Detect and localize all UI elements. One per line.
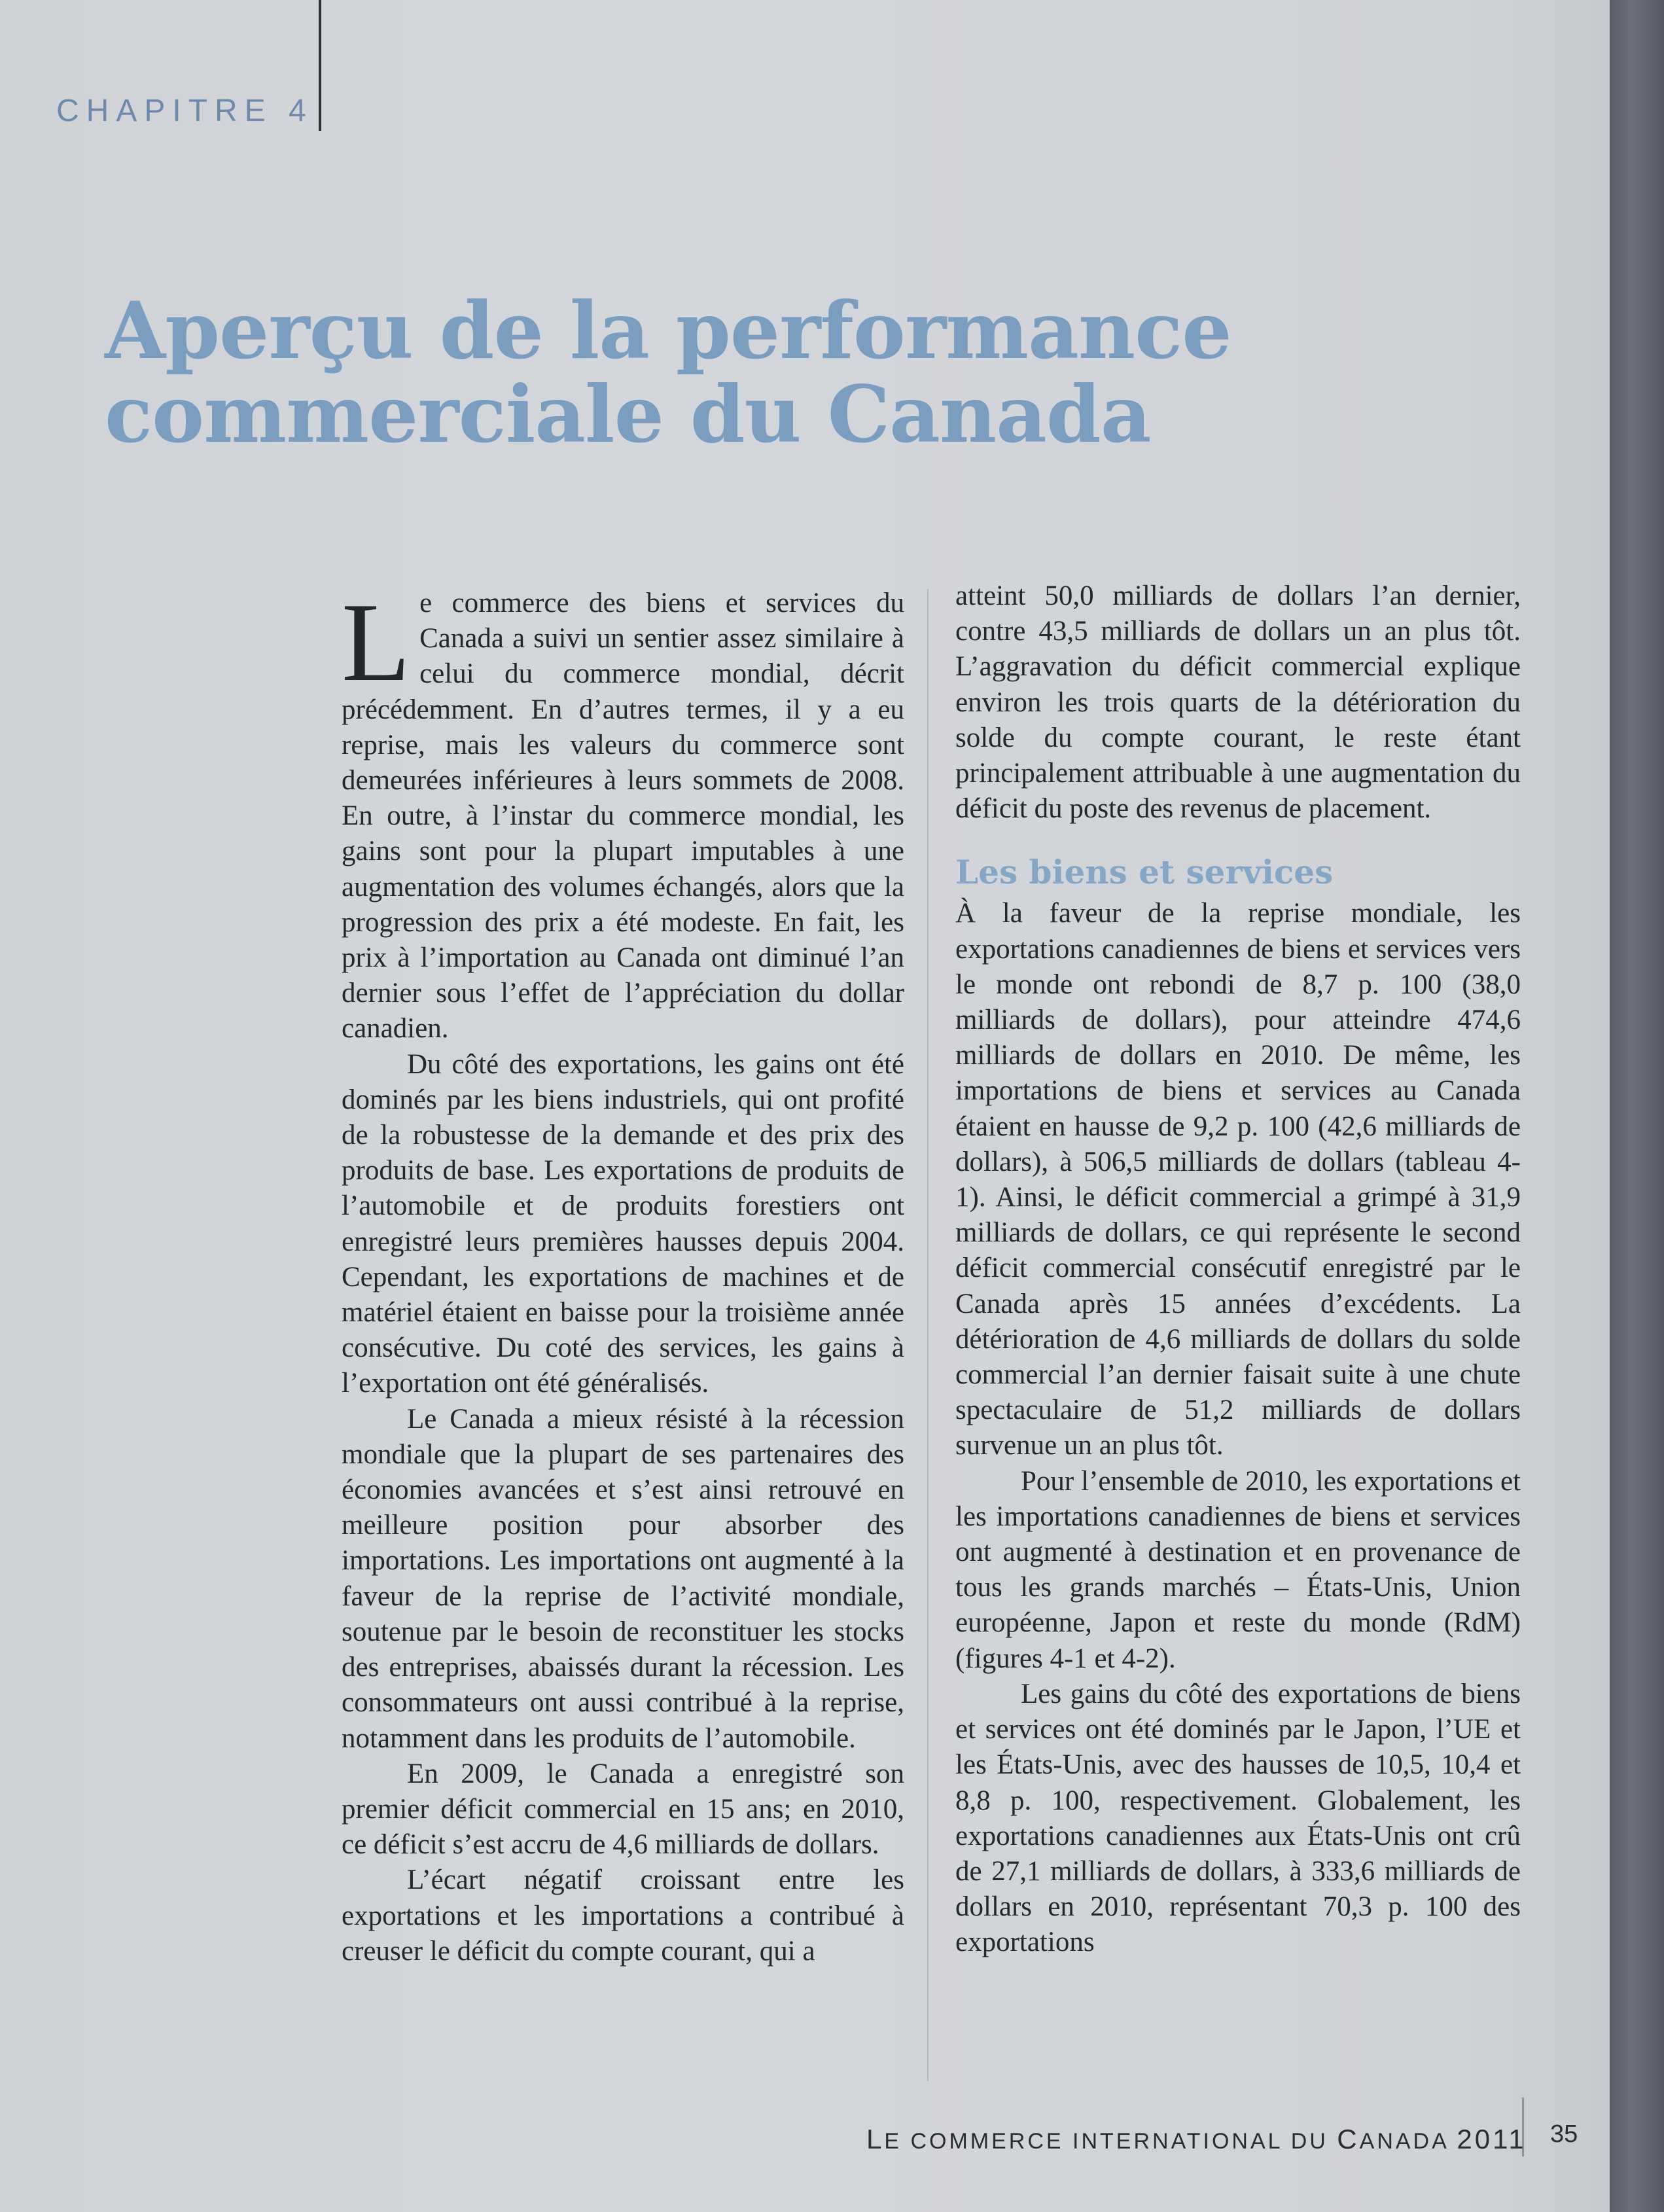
column-divider (927, 589, 929, 2081)
right-column (955, 579, 1521, 1961)
chapter-title-line-1: Aperçu de la performance (105, 285, 1231, 377)
chapter-label: CHAPITRE 4 (56, 94, 313, 128)
page-number: 35 (1550, 2120, 1578, 2148)
left-column (342, 580, 904, 1969)
paragraph (342, 580, 904, 1047)
page-edge (1610, 0, 1664, 2212)
chapter-rule (319, 0, 321, 131)
paragraph-text: e commerce des biens et services du Canada a suivi un sentier assez similaire à celui du commerce mondial, décrit précédemment. En d’autres termes, il y a eu reprise, mais les valeurs du commerce sont demeurées inférieures à leurs sommets de 2008. En outre, à l’instar du commerce mondial, les gains sont pour la plupart imputables à une augmentation des volumes échangés, alors que la progression des prix a été modeste. En fait, les prix à l’importation au Canada ont diminué l’an dernier sous l’effet de l’appréciation du dollar canadien. (342, 588, 904, 1044)
chapter-title (105, 285, 1413, 461)
paragraph: Les gains du côté des exportations de biens et services ont été dominés par le Japon, l’UE et les États-Unis, avec des hausses de 10,5, 10,4 et 8,8 p. 100, respectivement. Globalement, les exportations canadiennes aux États-Unis ont crû de 27,1 milliards de dollars, à 333,6 milliards de dollars en 2010, représentant 70,3 p. 100 des exportations (955, 1678, 1521, 1958)
drop-cap: L (342, 580, 411, 705)
paragraph: L’écart négatif croissant entre les exportations et les importations a contribué à creuser le déficit du compte courant, qui a (342, 1864, 904, 1967)
chapter-title-line-2: commerciale du Canada (105, 368, 1151, 461)
running-footer-title: LE COMMERCE INTERNATIONAL DU CANADA 2011 (866, 2124, 1527, 2154)
paragraph: En 2009, le Canada a enregistré son premier déficit commercial en 15 ans; en 2010, ce déficit s’est accru de 4,6 milliards de dollars. (342, 1758, 904, 1861)
paragraph: Le Canada a mieux résisté à la récession mondiale que la plupart de ses partenaires des économies avancées et s’est ainsi retrouvé en meilleure position pour absorber des importations. Les importations ont augmenté à la faveur de la reprise de l’activité mondiale, soutenue par le besoin de reconstituer les stocks des entreprises, abaissés durant la récession. Les consommateurs ont aussi contribué à la reprise, notamment dans les produits de l’automobile. (342, 1403, 904, 1754)
paragraph: Pour l’ensemble de 2010, les exportations et les importations canadiennes de biens et services ont augmenté à destination et en provenance de tous les grands marchés – États-Unis, Union européenne, Japon et reste du monde (RdM) (figures 4-1 et 4-2). (955, 1465, 1521, 1674)
paragraph: Du côté des exportations, les gains ont été dominés par les biens industriels, qui ont profité de la robustesse de la demande et des prix des produits de base. Les exportations de produits de l’automobile et de produits forestiers ont enregistré leurs premières hausses depuis 2004. Cependant, les exportations de machines et de matériel étaient en baisse pour la troisième année consécutive. Du coté des services, les gains à l’exportation ont été généralisés. (342, 1048, 904, 1399)
paragraph: atteint 50,0 milliards de dollars l’an dernier, contre 43,5 milliards de dollars un an plus tôt. L’aggravation du déficit commercial explique environ les trois quarts de la détérioration du solde du compte courant, le reste étant principalement attribuable à une augmentation du déficit du poste des revenus de placement. (955, 580, 1521, 825)
footer-year: 2011 (1457, 2124, 1527, 2154)
section-heading: Les biens et services (955, 853, 1334, 892)
paragraph: À la faveur de la reprise mondiale, les exportations canadiennes de biens et services vers le monde ont rebondi de 8,7 p. 100 (38,0 milliards de dollars), pour atteindre 474,6 milliards de dollars en 2010. De même, les importations de biens et services au Canada étaient en hausse de 9,2 p. 100 (42,6 milliards de dollars), à 506,5 milliards de dollars (tableau 4-1). Ainsi, le déficit commercial a grimpé à 31,9 milliards de dollars, ce qui représente le second déficit commercial consécutif enregistré par le Canada après 15 années d’excédents. La détérioration de 4,6 milliards de dollars du solde commercial l’an dernier faisait suite à une chute spectaculaire de 51,2 milliards de dollars survenue un an plus tôt. (955, 898, 1521, 1461)
